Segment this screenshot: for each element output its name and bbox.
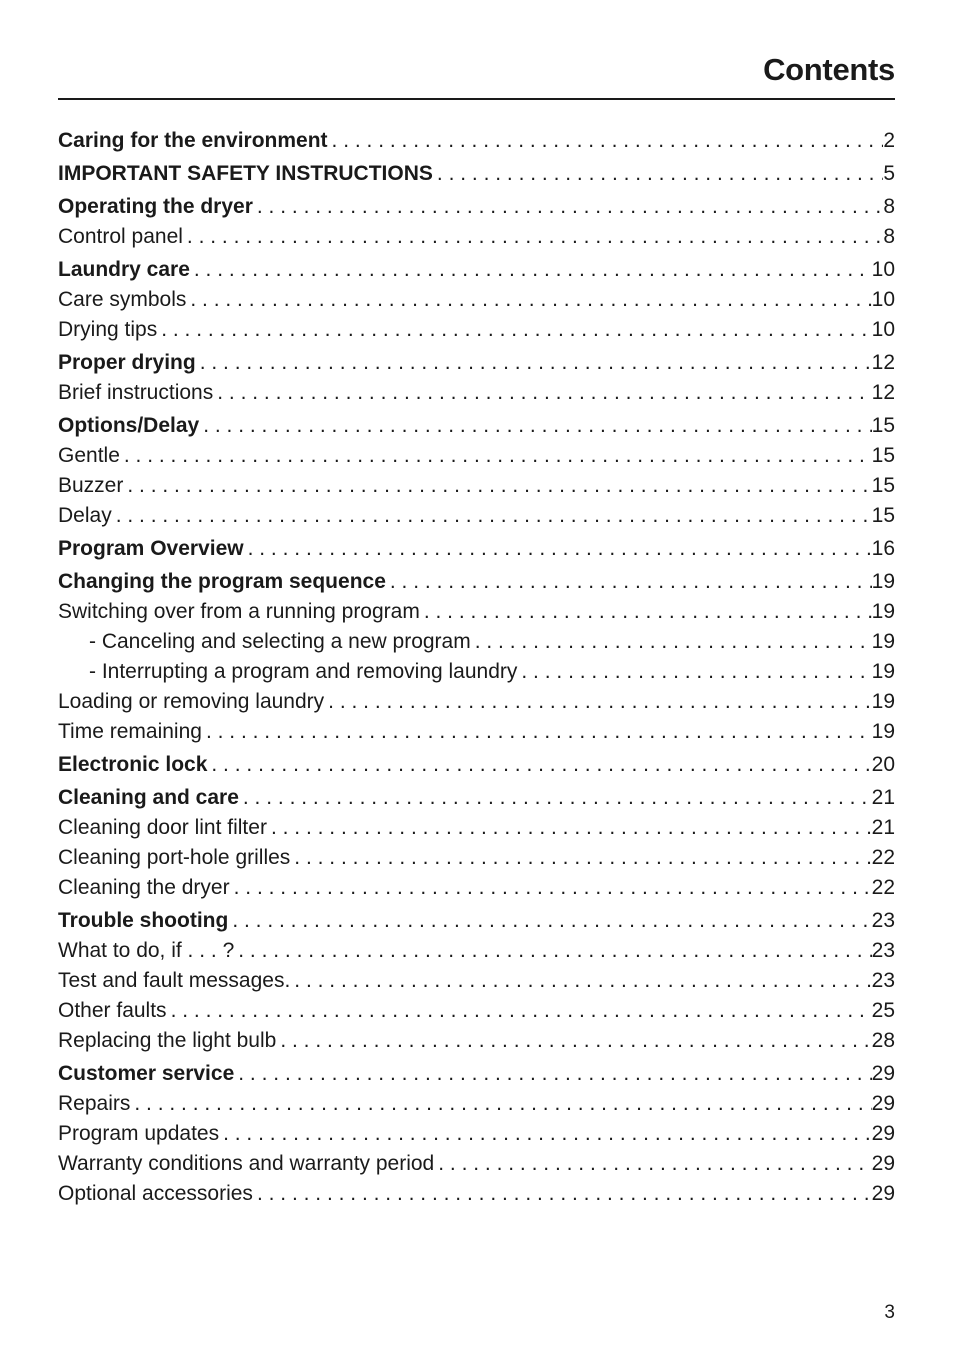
dot-leader: [186, 285, 871, 315]
dot-leader: [120, 441, 872, 471]
toc-entry-page: 12: [871, 381, 895, 404]
toc-item[interactable]: [58, 813, 895, 843]
toc-entry-label: Brief instructions: [58, 381, 214, 404]
toc-entry-label: Trouble shooting: [58, 909, 229, 932]
toc-entry-label: Control panel: [58, 225, 183, 248]
toc-entry-label: Drying tips: [58, 318, 158, 341]
dot-leader: [253, 1179, 872, 1209]
toc-entry-page: 8: [883, 195, 895, 218]
toc-entry-page: 20: [871, 753, 895, 776]
dot-leader: [328, 126, 884, 156]
toc-item[interactable]: [58, 1149, 895, 1179]
dot-leader: [196, 348, 872, 378]
toc-entry-label: Test and fault messages.: [58, 969, 291, 992]
toc-heading[interactable]: [58, 411, 895, 441]
toc-item[interactable]: [58, 657, 895, 687]
dot-leader: [244, 534, 872, 564]
toc-entry-label: Cleaning the dryer: [58, 876, 230, 899]
toc-entry-label: Cleaning and care: [58, 786, 239, 809]
toc-heading[interactable]: [58, 534, 895, 564]
toc-entry-label: Other faults: [58, 999, 167, 1022]
toc-item[interactable]: [58, 936, 895, 966]
toc-entry-label: Program updates: [58, 1122, 220, 1145]
title-divider: [58, 98, 895, 100]
toc-entry-page: 12: [871, 351, 895, 374]
dot-leader: [202, 717, 872, 747]
toc-entry-page: 10: [871, 258, 895, 281]
toc-entry-label: Options/Delay: [58, 414, 200, 437]
dot-leader: [420, 597, 872, 627]
toc-entry-label: Gentle: [58, 444, 120, 467]
toc-item[interactable]: [58, 1089, 895, 1119]
toc-entry-page: 29: [871, 1152, 895, 1175]
toc-item[interactable]: [58, 1026, 895, 1056]
toc-entry-label: Customer service: [58, 1062, 235, 1085]
dot-leader: [207, 750, 871, 780]
dot-leader: [290, 843, 871, 873]
dot-leader: [213, 378, 871, 408]
toc-entry-label: Proper drying: [58, 351, 196, 374]
dot-leader: [199, 411, 871, 441]
toc-entry-label: Changing the program sequence: [58, 570, 386, 593]
toc-entry-page: 19: [871, 630, 895, 653]
toc-item[interactable]: [58, 1179, 895, 1209]
dot-leader: [123, 471, 871, 501]
toc-entry-label: IMPORTANT SAFETY INSTRUCTIONS: [58, 162, 433, 185]
toc-entry-label: Program Overview: [58, 537, 244, 560]
toc-item[interactable]: [58, 843, 895, 873]
toc-entry-page: 19: [871, 600, 895, 623]
toc-entry-page: 19: [871, 660, 895, 683]
toc-entry-label: Loading or removing laundry: [58, 690, 325, 713]
dot-leader: [167, 996, 872, 1026]
toc-entry-page: 29: [871, 1092, 895, 1115]
dot-leader: [112, 501, 872, 531]
dot-leader: [228, 906, 871, 936]
dot-leader: [234, 936, 871, 966]
toc-item[interactable]: [58, 501, 895, 531]
toc-entry-label: Care symbols: [58, 288, 187, 311]
dot-leader: [157, 315, 871, 345]
toc-item[interactable]: [58, 315, 895, 345]
toc-heading[interactable]: [58, 1059, 895, 1089]
toc-entry-label: - Interrupting a program and removing laundry: [89, 660, 518, 683]
toc-entry-page: 23: [871, 939, 895, 962]
toc-heading[interactable]: [58, 255, 895, 285]
toc-entry-label: Caring for the environment: [58, 129, 328, 152]
toc-entry-page: 15: [871, 474, 895, 497]
dot-leader: [324, 687, 871, 717]
toc-item[interactable]: [58, 717, 895, 747]
page-number: 3: [884, 1302, 895, 1323]
toc-entry-page: 23: [871, 969, 895, 992]
toc-item[interactable]: [58, 441, 895, 471]
toc-entry-label: What to do, if . . . ?: [58, 939, 235, 962]
toc-entry-label: Switching over from a running program: [58, 600, 420, 623]
toc-entry-page: 5: [883, 162, 895, 185]
toc-heading[interactable]: [58, 126, 895, 156]
toc-heading[interactable]: [58, 906, 895, 936]
toc-item[interactable]: [58, 996, 895, 1026]
toc-entry-page: 29: [871, 1062, 895, 1085]
dot-leader: [276, 1026, 871, 1056]
dot-leader: [183, 222, 883, 252]
toc-entry-page: 15: [871, 414, 895, 437]
toc-entry-page: 19: [871, 570, 895, 593]
dot-leader: [239, 783, 872, 813]
page-title: Contents: [763, 52, 895, 87]
toc-entry-label: - Canceling and selecting a new program: [89, 630, 471, 653]
toc-entry-page: 29: [871, 1182, 895, 1205]
toc-entry-page: 8: [883, 225, 895, 248]
toc-entry-page: 29: [871, 1122, 895, 1145]
dot-leader: [471, 627, 872, 657]
toc-entry-label: Electronic lock: [58, 753, 208, 776]
toc-item[interactable]: [58, 471, 895, 501]
toc-heading[interactable]: [58, 159, 895, 189]
toc-entry-label: Laundry care: [58, 258, 190, 281]
dot-leader: [253, 192, 883, 222]
dot-leader: [234, 1059, 871, 1089]
dot-leader: [230, 873, 872, 903]
dot-leader: [386, 567, 872, 597]
toc-entry-label: Replacing the light bulb: [58, 1029, 277, 1052]
toc-entry-label: Cleaning door lint filter: [58, 816, 267, 839]
toc-entry-page: 22: [871, 876, 895, 899]
toc-entry-label: Cleaning port-hole grilles: [58, 846, 291, 869]
toc-heading[interactable]: [58, 567, 895, 597]
toc-item[interactable]: [58, 873, 895, 903]
toc-entry-page: 19: [871, 720, 895, 743]
toc-entry-page: 2: [883, 129, 895, 152]
dot-leader: [130, 1089, 871, 1119]
toc-entry-page: 15: [871, 504, 895, 527]
toc-item[interactable]: [58, 627, 895, 657]
toc-entry-label: Repairs: [58, 1092, 131, 1115]
toc-heading[interactable]: [58, 750, 895, 780]
toc-entry-label: Warranty conditions and warranty period: [58, 1152, 435, 1175]
toc-item[interactable]: [58, 222, 895, 252]
toc-entry-label: Optional accessories: [58, 1182, 253, 1205]
dot-leader: [190, 255, 872, 285]
toc-item[interactable]: [58, 966, 895, 996]
dot-leader: [517, 657, 871, 687]
toc-entry-page: 19: [871, 690, 895, 713]
toc-entry-label: Buzzer: [58, 474, 124, 497]
toc-item[interactable]: [58, 285, 895, 315]
toc-entry-page: 21: [871, 786, 895, 809]
toc-item[interactable]: [58, 597, 895, 627]
toc-entry-page: 21: [871, 816, 895, 839]
toc-entry-page: 23: [871, 909, 895, 932]
dot-leader: [267, 813, 872, 843]
toc-entry-page: 10: [871, 288, 895, 311]
toc-entry-page: 15: [871, 444, 895, 467]
dot-leader: [290, 966, 871, 996]
toc-entry-label: Time remaining: [58, 720, 202, 743]
toc-item[interactable]: [58, 687, 895, 717]
toc-entry-label: Delay: [58, 504, 112, 527]
toc-entry-page: 25: [871, 999, 895, 1022]
toc-entry-page: 16: [871, 537, 895, 560]
dot-leader: [433, 159, 883, 189]
toc-heading[interactable]: [58, 783, 895, 813]
toc-entry-label: Operating the dryer: [58, 195, 253, 218]
toc-entry-page: 28: [871, 1029, 895, 1052]
dot-leader: [219, 1119, 872, 1149]
toc-heading[interactable]: [58, 192, 895, 222]
table-of-contents: [58, 125, 895, 1209]
toc-entry-page: 10: [871, 318, 895, 341]
toc-heading[interactable]: [58, 348, 895, 378]
toc-item[interactable]: [58, 378, 895, 408]
toc-item[interactable]: [58, 1119, 895, 1149]
dot-leader: [434, 1149, 871, 1179]
toc-entry-page: 22: [871, 846, 895, 869]
